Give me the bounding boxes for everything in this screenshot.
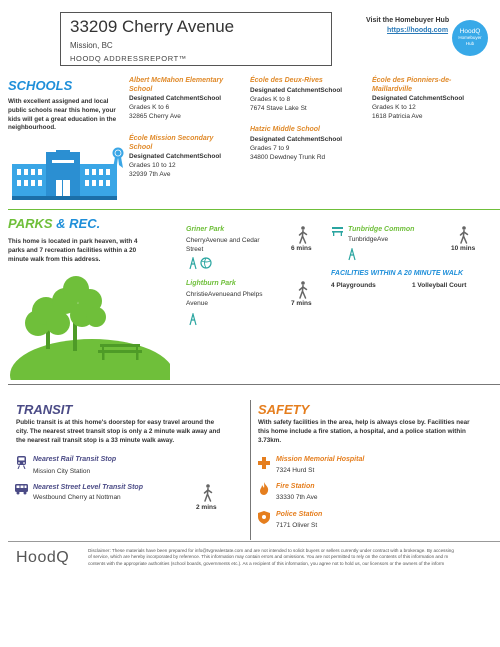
rail-stop-name: Mission City Station: [33, 468, 91, 475]
street-stop-name: Westbound Cherry at Nottman: [33, 494, 121, 501]
safety-title: SAFETY: [258, 402, 310, 417]
safety-name: Mission Memorial Hospital: [276, 456, 365, 463]
facility-item: 4 Playgrounds: [331, 282, 376, 289]
playground-icon: [347, 248, 357, 261]
park-address: Avenue: [186, 300, 208, 307]
hub-visit-text: Visit the Homebuyer Hub: [366, 17, 450, 24]
school-address: 34800 Dewdney Trunk Rd: [250, 153, 326, 161]
transit-intro-line: Public transit is at this home's doorstep for easy travel around the: [16, 419, 215, 426]
school-name: School: [129, 143, 153, 151]
safety-address: 7324 Hurd St: [276, 467, 315, 474]
parks-title-b: & REC.: [56, 216, 101, 231]
disclaimer-line: Disclaimer: These materials have been prepared for info@tvgrealestate.com and are not intended to solicit buyers or sellers currently under contract with a brokerage. By accessing: [88, 548, 454, 553]
safety-intro: [258, 419, 500, 445]
parks-intro-line: minute walk from this address.: [8, 255, 101, 263]
footer-divider: [8, 541, 500, 542]
transit-title: TRANSIT: [16, 402, 73, 417]
bus-icon: [15, 484, 28, 495]
school-item: [250, 126, 342, 162]
schools-title: SCHOOLS: [8, 78, 73, 93]
safety-address: 33330 7th Ave: [276, 494, 318, 501]
school-name: École des Deux-Rives: [250, 77, 323, 84]
school-grades: Grades 10 to 12: [129, 162, 176, 169]
award-ribbon-icon: [112, 147, 124, 169]
school-type: Designated CatchmentSchool: [129, 95, 222, 102]
street-walk-mins: 2 mins: [196, 504, 217, 511]
school-item: [250, 77, 342, 113]
playground-icon: [188, 257, 198, 270]
address-city: Mission, BC: [70, 41, 113, 50]
safety-intro-line: With safety facilities in the area, help is always close by. Facilities near: [258, 419, 470, 426]
schools-intro-line: public schools near this home, your: [8, 106, 116, 114]
school-grades: Grades 7 to 9: [250, 144, 290, 152]
hub-logo-line2: Homebuyer: [458, 35, 482, 40]
park-address: TunbridgeAve: [348, 236, 389, 243]
column-divider: [250, 400, 251, 540]
school-item: [129, 135, 221, 179]
safety-intro-line: this home include a fire station, a hospital, and a police station within: [258, 427, 466, 435]
hub-logo-line3: Hub: [465, 41, 475, 46]
transit-divider: [8, 384, 500, 385]
volleyball-icon: [200, 257, 212, 269]
footer-logo: HoodQ: [16, 549, 70, 566]
school-item: [129, 77, 223, 121]
school-name: Albert McMahon Elementary: [129, 77, 224, 84]
report-label: HOODQ ADDRESSREPORT™: [70, 54, 187, 63]
school-type: Designated CatchmentSchool: [372, 95, 465, 102]
school-grades: Grades K to 6: [129, 104, 170, 111]
school-type: Designated CatchmentSchool: [250, 135, 343, 143]
walking-icon: [458, 226, 470, 244]
school-name: Maillardville: [372, 85, 413, 93]
safety-name: Fire Station: [276, 483, 315, 490]
safety-address: 7171 Oliver St: [276, 522, 318, 529]
schools-intro: [8, 98, 133, 133]
park-name: Lightburn Park: [186, 280, 236, 287]
school-grades: Grades K to 12: [372, 104, 416, 111]
fire-icon: [259, 482, 269, 495]
park-address: Street: [186, 246, 204, 253]
police-badge-icon: [258, 511, 270, 524]
school-building-icon: [12, 150, 117, 205]
disclaimer-line: of service, which are hereby incorporated by reference. This information may contain errors and omissions. You are not permitted to rely on the contents of this information and m: [88, 554, 449, 560]
park-item: [348, 226, 414, 244]
park-address: ChristieAvenueand Phelps: [186, 291, 263, 298]
disclaimer-line: contents with the appropriate authorities (school boards, governments etc.). As a recipient of this information, you agree not to hold us, our licensors or the owners of the inform: [88, 560, 445, 566]
school-address: 32939 7th Ave: [129, 171, 171, 178]
playground-icon: [188, 313, 198, 326]
park-item: [186, 226, 260, 254]
bench-icon: [332, 227, 343, 236]
park-walk-mins: 7 mins: [291, 300, 312, 307]
park-illustration: [10, 275, 170, 380]
train-icon: [16, 456, 27, 469]
park-name: Griner Park: [186, 226, 225, 233]
school-name: École Mission Secondary: [129, 135, 214, 142]
schools-intro-line: kids will get a great education in the: [8, 115, 117, 123]
safety-intro-line: 3.73km.: [258, 436, 282, 444]
parks-title-a: PARKS: [8, 216, 53, 231]
parks-intro-line: parks and 7 recreation facilities within a 20: [8, 246, 137, 254]
transit-intro-line: the nearest rail transit stop is a 33 minute walk away.: [16, 436, 175, 444]
address-title: 33209 Cherry Avenue: [70, 17, 235, 36]
school-address: 32865 Cherry Ave: [129, 113, 181, 120]
park-walk-mins: 6 mins: [291, 245, 312, 252]
school-type: Designated CatchmentSchool: [129, 153, 222, 160]
schools-intro-line: With excellent assigned and local: [8, 98, 109, 105]
school-name: École des Pionniers-de-: [372, 77, 452, 84]
transit-intro-line: city. The nearest street transit stop is only a 2 minute walk away and: [16, 427, 221, 435]
school-address: 1618 Patricia Ave: [372, 113, 423, 120]
facilities-title: FACILITIES WITHIN A 20 MINUTE WALK: [331, 270, 464, 277]
rail-stop-label: Nearest Rail Transit Stop: [33, 456, 117, 463]
facility-item: 1 Volleyball Court: [412, 282, 467, 289]
transit-intro: [16, 419, 248, 445]
hub-logo[interactable]: [452, 20, 488, 56]
parks-title: [8, 216, 100, 231]
park-walk-mins: 10 mins: [451, 245, 476, 252]
street-stop-label: Nearest Street Level Transit Stop: [33, 484, 143, 491]
disclaimer: [88, 548, 500, 567]
walking-icon: [202, 484, 214, 502]
safety-name: Police Station: [276, 511, 323, 518]
hub-link[interactable]: https://hoodq.com: [387, 27, 449, 34]
school-address: 7674 Stave Lake St: [250, 104, 307, 112]
school-name: Hatzic Middle School: [250, 126, 321, 133]
park-address: CherryAvenue and Cedar: [186, 237, 260, 244]
schools-intro-line: neighbourhood.: [8, 124, 56, 132]
parks-intro: [8, 238, 183, 264]
parks-intro-line: This home is located in park heaven, with 4: [8, 238, 138, 245]
school-item: [372, 77, 464, 121]
school-name: School: [129, 85, 153, 93]
park-item: [186, 280, 263, 308]
walking-icon: [297, 281, 309, 299]
parks-divider: [8, 209, 500, 210]
walking-icon: [297, 226, 309, 244]
park-name: Tunbridge Common: [348, 226, 415, 233]
school-type: Designated CatchmentSchool: [250, 86, 343, 94]
school-grades: Grades K to 8: [250, 95, 291, 103]
hospital-cross-icon: [258, 457, 270, 469]
hub-logo-line1: HoodQ: [459, 28, 481, 35]
